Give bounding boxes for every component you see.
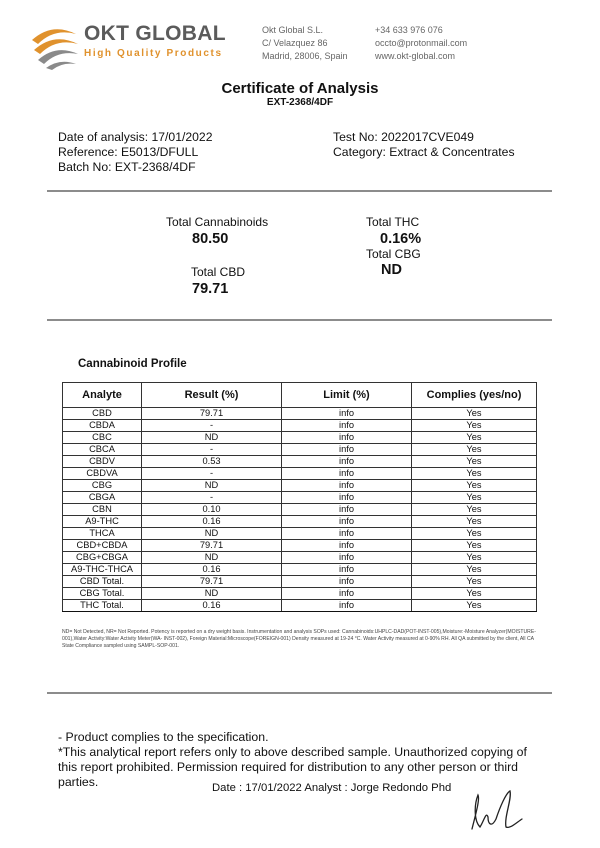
complies-cell: Yes (412, 528, 537, 540)
table-row (63, 408, 537, 420)
analyte-cell: CBC (63, 432, 142, 444)
analyte-cell: CBG+CBGA (63, 552, 142, 564)
analyte-cell: A9-THC (63, 516, 142, 528)
analyte-cell: CBGA (63, 492, 142, 504)
brand-name: OKT GLOBAL (84, 22, 226, 45)
limit-cell: info (282, 576, 412, 588)
company-address (262, 24, 348, 63)
address-line: Madrid, 28006, Spain (262, 51, 348, 61)
complies-cell: Yes (412, 600, 537, 612)
complies-cell: Yes (412, 444, 537, 456)
analyte-cell: CBD+CBDA (63, 540, 142, 552)
analyte-cell: THC Total. (63, 600, 142, 612)
limit-cell: info (282, 552, 412, 564)
limit-cell: info (282, 408, 412, 420)
divider (47, 692, 552, 694)
limit-cell: info (282, 564, 412, 576)
table-row (63, 516, 537, 528)
total-thc-value: 0.16% (380, 231, 422, 247)
table-row (63, 552, 537, 564)
limit-cell: info (282, 492, 412, 504)
cannabinoid-table (62, 382, 537, 612)
analyte-cell: CBDVA (63, 468, 142, 480)
analyte-cell: THCA (63, 528, 142, 540)
complies-cell: Yes (412, 420, 537, 432)
brand-tagline: High Quality Products (84, 48, 223, 59)
total-cannabinoids-value: 80.50 (192, 231, 229, 247)
complies-cell: Yes (412, 588, 537, 600)
company-logo (28, 20, 228, 72)
column-header: Result (%) (142, 383, 282, 408)
result-cell: 79.71 (142, 540, 282, 552)
complies-cell: Yes (412, 576, 537, 588)
result-cell: ND (142, 432, 282, 444)
result-cell: - (142, 468, 282, 480)
column-header: Limit (%) (282, 383, 412, 408)
complies-cell: Yes (412, 480, 537, 492)
closing-statement (58, 730, 548, 790)
analysis-date: Date of analysis: 17/01/2022 (58, 130, 213, 144)
analyte-cell: CBG Total. (63, 588, 142, 600)
table-row (63, 444, 537, 456)
total-cbd-label: Total CBD (191, 265, 246, 279)
limit-cell: info (282, 540, 412, 552)
limit-cell: info (282, 588, 412, 600)
result-cell: ND (142, 528, 282, 540)
website-link: www.okt-global.com (375, 51, 456, 61)
limit-cell: info (282, 456, 412, 468)
result-cell: ND (142, 588, 282, 600)
analyte-cell: CBCA (63, 444, 142, 456)
address-line: C/ Velazquez 86 (262, 38, 328, 48)
result-cell: ND (142, 552, 282, 564)
complies-cell: Yes (412, 564, 537, 576)
table-row (63, 504, 537, 516)
table-row (63, 432, 537, 444)
limit-cell: info (282, 480, 412, 492)
address-line: Okt Global S.L. (262, 25, 324, 35)
limit-cell: info (282, 504, 412, 516)
test-number: Test No: 2022017CVE049 (333, 130, 474, 144)
divider (47, 190, 552, 192)
table-row (63, 480, 537, 492)
phone-number: +34 633 976 076 (375, 25, 443, 35)
document-subtitle: EXT-2368/4DF (266, 97, 334, 108)
profile-title: Cannabinoid Profile (78, 358, 187, 370)
column-header: Complies (yes/no) (412, 383, 537, 408)
result-cell: 0.16 (142, 516, 282, 528)
total-thc-label: Total THC (366, 215, 420, 229)
complies-cell: Yes (412, 456, 537, 468)
analyte-cell: CBG (63, 480, 142, 492)
email-address: occto@protonmail.com (375, 38, 468, 48)
result-cell: 0.16 (142, 600, 282, 612)
signature-line: Date : 17/01/2022 Analyst : Jorge Redondo Phd (212, 782, 452, 794)
batch-number: Batch No: EXT-2368/4DF (58, 160, 196, 174)
limit-cell: info (282, 516, 412, 528)
result-cell: - (142, 444, 282, 456)
table-row (63, 420, 537, 432)
result-cell: 0.16 (142, 564, 282, 576)
reference: Reference: E5013/DFULL (58, 145, 199, 159)
result-cell: 79.71 (142, 576, 282, 588)
analysis-info-right (333, 130, 515, 160)
footnote: ND= Not Detected, NR= Not Reported. Potency is reported on a dry weight basis. Instrumentation and analysis SOPs used: Cannabinoids:UHPLC-DAD(POT-INST-005),Moisture:-Moisture Analyzer(MOISTURE-001),Water Activity:Water Activity Meter(WA- INST-002), Foreign Material:Microscope(FOREIGN-001) Density measured at 19-24 °C. Water Activity measured at 0-90% RH. All QA submitted by the client, All CA State Compliance sampled using SAMPL-SOP-001. (62, 629, 536, 649)
complies-cell: Yes (412, 468, 537, 480)
analyte-cell: CBDV (63, 456, 142, 468)
table-row (63, 528, 537, 540)
complies-cell: Yes (412, 492, 537, 504)
document-title: Certificate of Analysis (221, 80, 379, 97)
complies-cell: Yes (412, 552, 537, 564)
category: Category: Extract & Concentrates (333, 145, 515, 159)
table-row (63, 456, 537, 468)
complies-cell: Yes (412, 408, 537, 420)
complies-cell: Yes (412, 504, 537, 516)
result-cell: 79.71 (142, 408, 282, 420)
column-header: Analyte (63, 383, 142, 408)
result-cell: - (142, 492, 282, 504)
handwritten-signature (466, 787, 526, 838)
complies-cell: Yes (412, 516, 537, 528)
result-cell: 0.53 (142, 456, 282, 468)
table-row (63, 588, 537, 600)
total-cbg-value: ND (381, 262, 402, 278)
limit-cell: info (282, 444, 412, 456)
result-cell: - (142, 420, 282, 432)
complies-cell: Yes (412, 432, 537, 444)
analyte-cell: CBD Total. (63, 576, 142, 588)
limit-cell: info (282, 600, 412, 612)
disclaimer: *This analytical report refers only to above described sample. Unauthorized copying of this report prohibited. Permission required for distribution to any other person or third parties. (58, 745, 527, 789)
total-cbg-label: Total CBG (366, 247, 421, 261)
company-contact (375, 24, 467, 63)
divider (47, 319, 552, 321)
analyte-cell: A9-THC-THCA (63, 564, 142, 576)
result-cell: ND (142, 480, 282, 492)
table-row (63, 600, 537, 612)
limit-cell: info (282, 528, 412, 540)
total-cannabinoids-label: Total Cannabinoids (166, 215, 269, 229)
analyte-cell: CBN (63, 504, 142, 516)
limit-cell: info (282, 468, 412, 480)
limit-cell: info (282, 420, 412, 432)
logo-swirl-icon (28, 20, 82, 72)
limit-cell: info (282, 432, 412, 444)
table-row (63, 468, 537, 480)
table-header-row (63, 383, 537, 408)
analyte-cell: CBD (63, 408, 142, 420)
analysis-info-left (58, 130, 212, 175)
complies-cell: Yes (412, 540, 537, 552)
total-cbd-value: 79.71 (192, 281, 229, 297)
table-row (63, 576, 537, 588)
compliance-statement: - Product complies to the specification. (58, 730, 269, 744)
table-row (63, 540, 537, 552)
analyte-cell: CBDA (63, 420, 142, 432)
result-cell: 0.10 (142, 504, 282, 516)
table-row (63, 492, 537, 504)
table-row (63, 564, 537, 576)
